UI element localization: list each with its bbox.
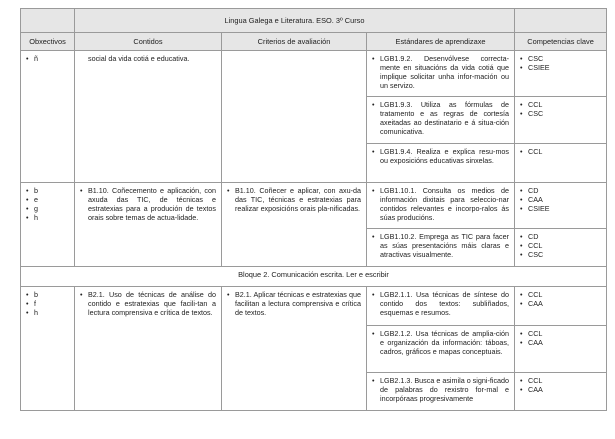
standard-cell bbox=[367, 373, 515, 411]
contents-cell bbox=[75, 183, 222, 267]
competences-cell bbox=[515, 97, 607, 144]
header-contents: Contidos bbox=[75, 33, 222, 51]
block-heading: Bloque 2. Comunicación escrita. Ler e escribir bbox=[21, 267, 607, 287]
standard-text: • LGB1.9.3. Utiliza as fórmulas de tratamento e as regras de cortesía axeitadas ao destinatario e á situa-ción comunicativa. bbox=[372, 100, 509, 136]
objective-item: • b bbox=[26, 290, 69, 299]
standard-text: • LGB1.10.1. Consulta os medios de información dixitais para seleccio-nar contidos relevantes e incorpo-ralos ás súas producións. bbox=[372, 186, 509, 222]
criteria-cell bbox=[222, 51, 367, 183]
objective-item: • h bbox=[26, 213, 69, 222]
competence-item: • CSIEE bbox=[520, 204, 601, 213]
header-standards: Estándares de aprendizaxe bbox=[367, 33, 515, 51]
standard-cell bbox=[367, 326, 515, 373]
competence-item: • CD bbox=[520, 186, 601, 195]
header-competences: Competencias clave bbox=[515, 33, 607, 51]
objectives-cell bbox=[21, 183, 75, 267]
standard-text: • LGB2.1.3. Busca e asimila o signi-ficado de palabras do rexistro for-mal e incorpóraas progresivamente bbox=[372, 376, 509, 403]
header-objectives: Obxectivos bbox=[21, 33, 75, 51]
contents-cell bbox=[75, 287, 222, 411]
competence-item: • CAA bbox=[520, 338, 601, 347]
standard-cell bbox=[367, 287, 515, 326]
title-gap-cell bbox=[515, 9, 607, 33]
competences-cell bbox=[515, 144, 607, 183]
table-row bbox=[21, 51, 607, 97]
objective-item: • b bbox=[26, 186, 69, 195]
competence-item: • CCL bbox=[520, 376, 601, 385]
competence-item: • CCL bbox=[520, 147, 601, 156]
competence-item: • CAA bbox=[520, 299, 601, 308]
title-gap-cell bbox=[21, 9, 75, 33]
criteria-cell bbox=[222, 287, 367, 411]
standard-cell bbox=[367, 144, 515, 183]
competence-item: • CD bbox=[520, 232, 601, 241]
competence-item: • CAA bbox=[520, 195, 601, 204]
competence-item: • CSC bbox=[520, 250, 601, 259]
objective-item: • h bbox=[26, 308, 69, 317]
competences-cell bbox=[515, 183, 607, 229]
competence-item: • CCL bbox=[520, 241, 601, 250]
content-text: social da vida cotiá e educativa. bbox=[88, 54, 190, 63]
competence-item: • CCL bbox=[520, 290, 601, 299]
standard-text: • LGB2.1.1. Usa técnicas de síntese do contido dos textos: subliñados, esquemas e resumos. bbox=[372, 290, 509, 317]
objective-item: • g bbox=[26, 204, 69, 213]
table-title: Lingua Galega e Literatura. ESO. 3º Curso bbox=[75, 9, 515, 33]
objective-item: • ñ bbox=[26, 54, 69, 63]
standard-cell bbox=[367, 97, 515, 144]
competence-item: • CCL bbox=[520, 329, 601, 338]
competence-item: • CSC bbox=[520, 54, 601, 63]
criteria-text: • B2.1. Aplicar técnicas e estratexias que facilitan a lectura comprensiva e crítica de textos. bbox=[227, 290, 361, 317]
table-row bbox=[21, 183, 607, 229]
standard-text: • LGB1.9.4. Realiza e explica resu-mos ou exposicións educativas sinxelas. bbox=[372, 147, 509, 165]
contents-cell bbox=[75, 51, 222, 183]
objectives-cell bbox=[21, 51, 75, 183]
objective-item: • e bbox=[26, 195, 69, 204]
competences-cell bbox=[515, 51, 607, 97]
standard-cell bbox=[367, 229, 515, 267]
column-header-row bbox=[21, 33, 607, 51]
competence-item: • CSC bbox=[520, 109, 601, 118]
objectives-cell bbox=[21, 287, 75, 411]
standard-cell bbox=[367, 51, 515, 97]
curriculum-table bbox=[20, 8, 607, 411]
standard-text: • LGB1.9.2. Desenvólvese correcta-mente en situacións da vida cotiá que implique solicitar unha infor-mación ou un servizo. bbox=[372, 54, 509, 90]
competences-cell bbox=[515, 287, 607, 326]
competences-cell bbox=[515, 373, 607, 411]
content-text: • B1.10. Coñecemento e aplicación, con axuda das TIC, de técnicas e estratexias para a produción de textos orais sobre temas de actua-lidade. bbox=[80, 186, 216, 222]
title-row bbox=[21, 9, 607, 33]
competences-cell bbox=[515, 326, 607, 373]
standard-text: • LGB2.1.2. Usa técnicas de amplia-ción e organización da información: táboas, cadros, gráficos e mapas conceptuais. bbox=[372, 329, 509, 356]
standard-text: • LGB1.10.2. Emprega as TIC para facer as súas presentacións máis claras e atractivas visualmente. bbox=[372, 232, 509, 259]
competence-item: • CCL bbox=[520, 100, 601, 109]
table-row bbox=[21, 287, 607, 326]
competence-item: • CSIEE bbox=[520, 63, 601, 72]
criteria-cell bbox=[222, 183, 367, 267]
content-text: • B2.1. Uso de técnicas de análise do contido e estratexias que facili-tan a lectura comprensiva e crítica de textos. bbox=[80, 290, 216, 317]
header-criteria: Criterios de avaliación bbox=[222, 33, 367, 51]
block-heading-row bbox=[21, 267, 607, 287]
competence-item: • CAA bbox=[520, 385, 601, 394]
standard-cell bbox=[367, 183, 515, 229]
criteria-text: • B1.10. Coñecer e aplicar, con axu-da das TIC, técnicas e estratexias para realizar exposicións orais pla-nificadas. bbox=[227, 186, 361, 213]
objective-item: • f bbox=[26, 299, 69, 308]
competences-cell bbox=[515, 229, 607, 267]
